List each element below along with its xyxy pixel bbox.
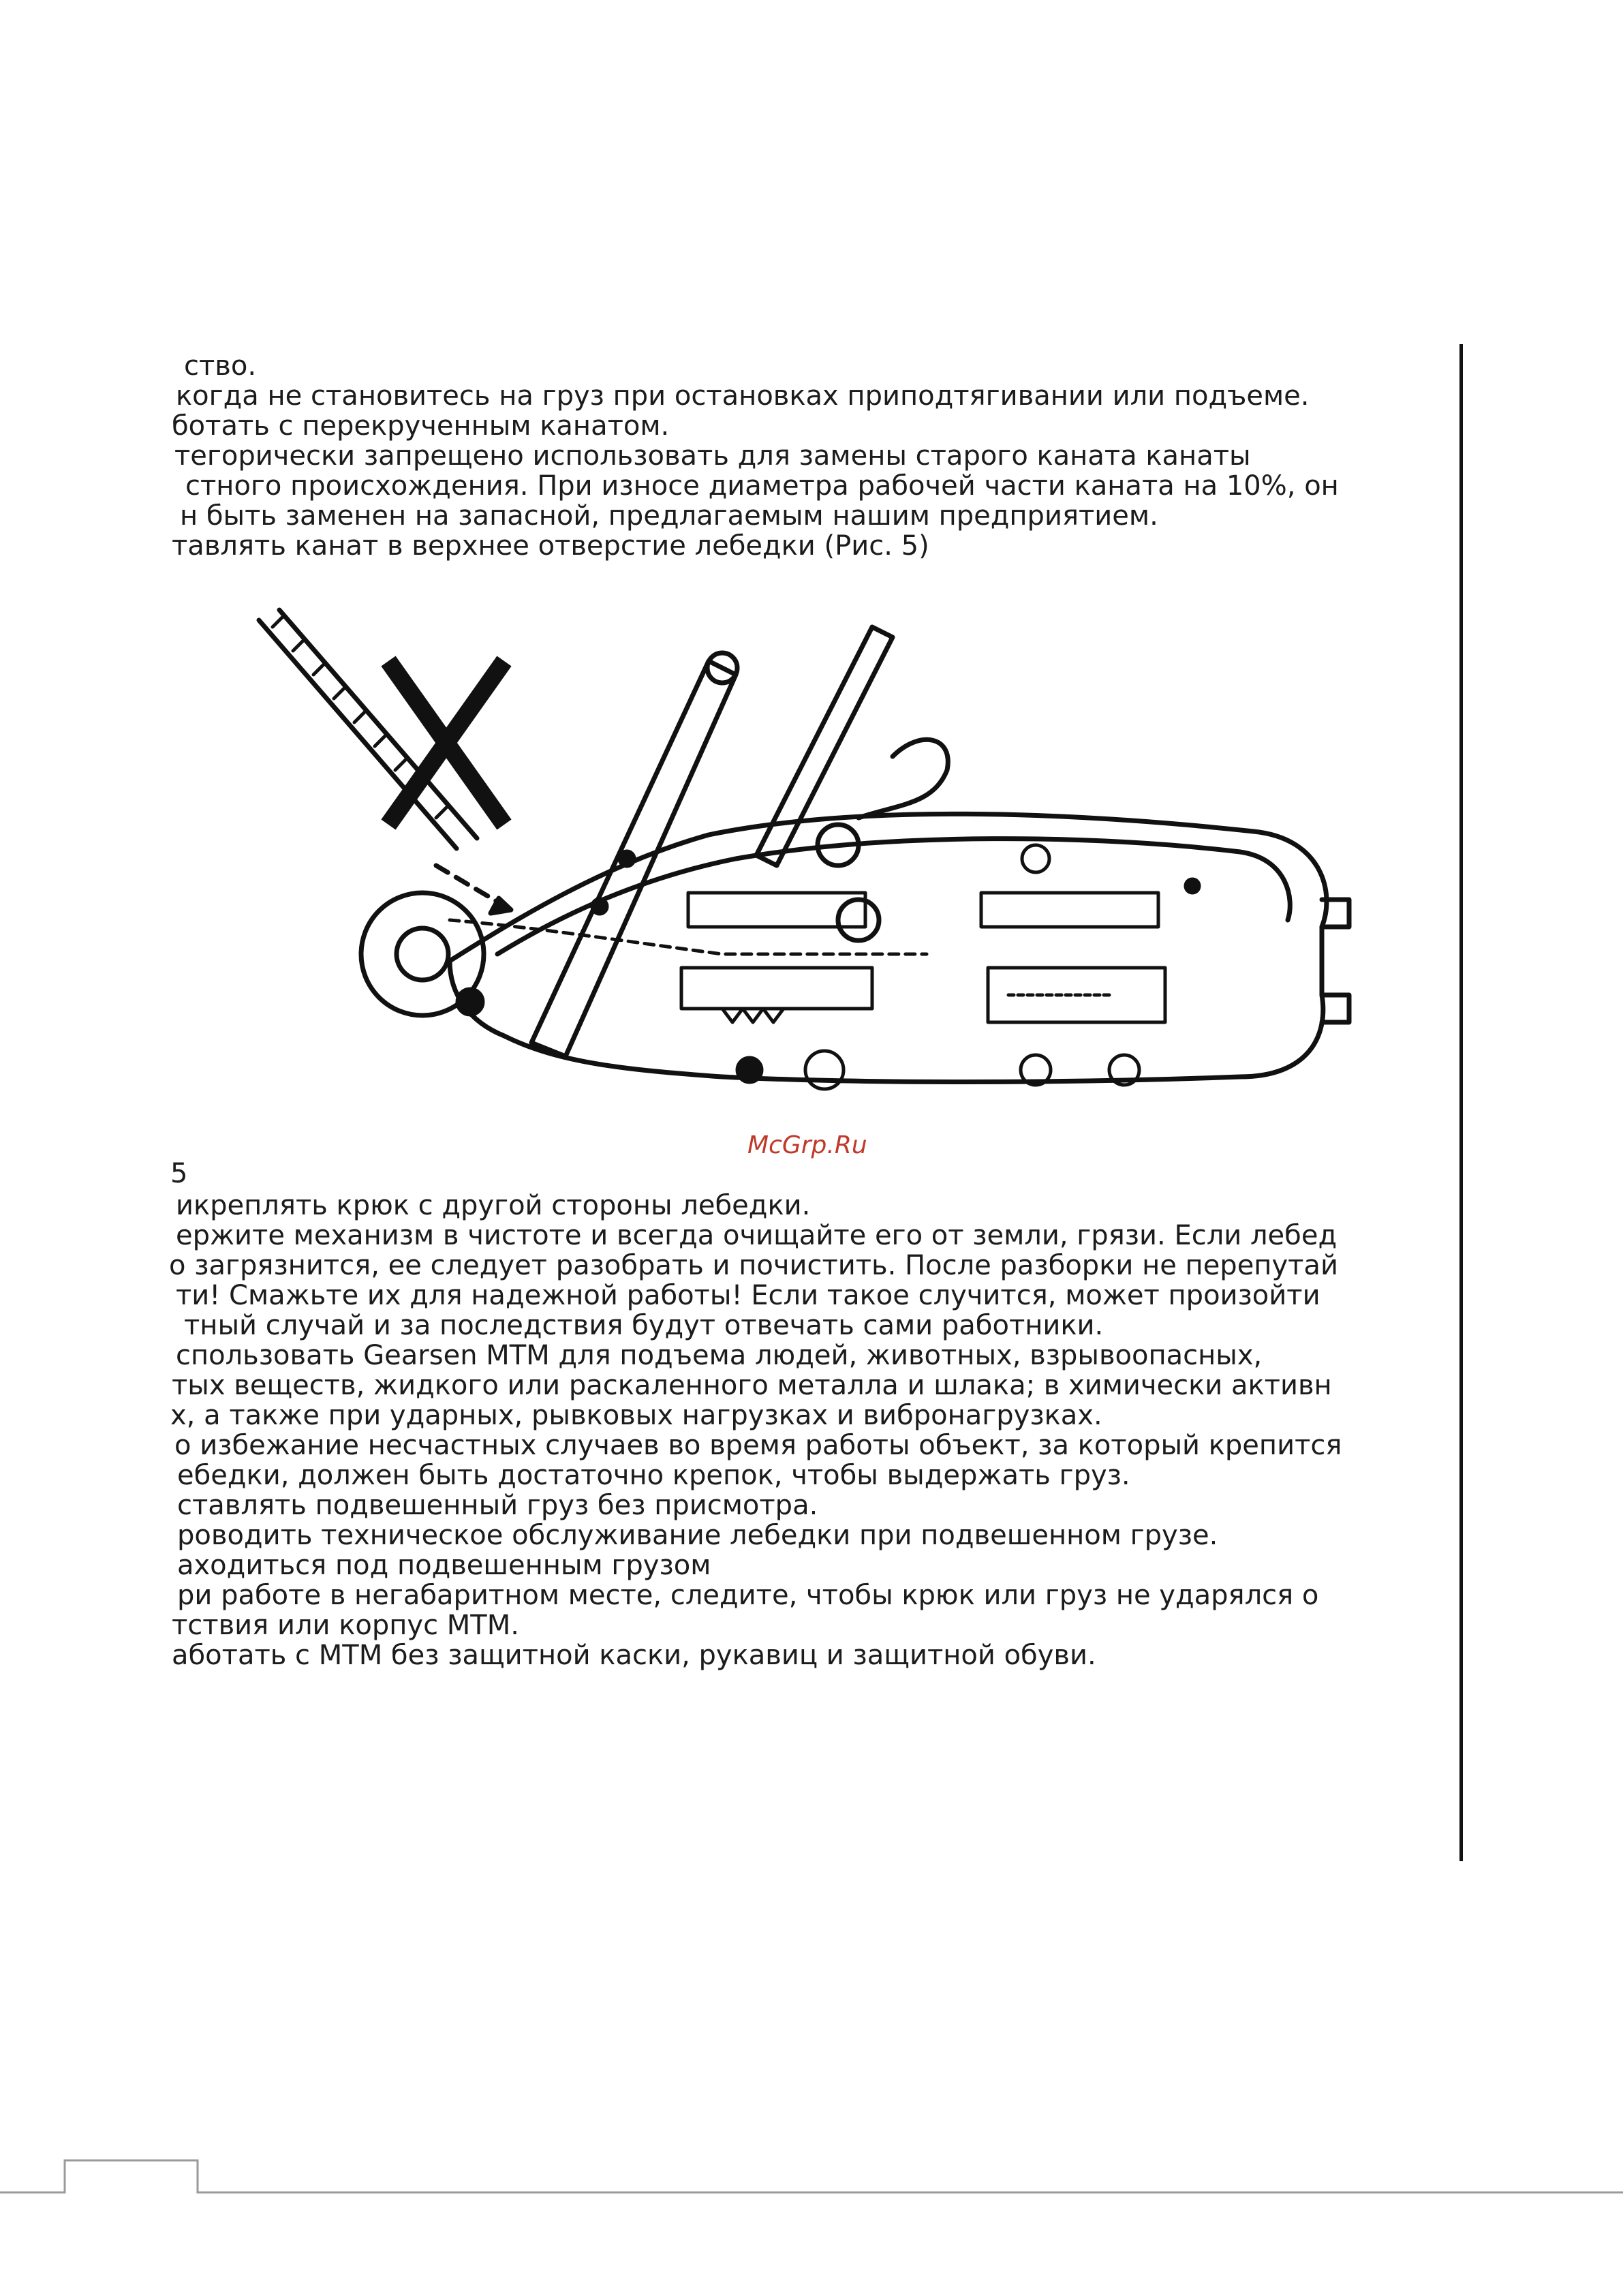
- text-line: стного происхождения. При износе диаметра рабочей части каната на 10%, он: [185, 470, 1339, 502]
- text-line: аходиться под подвешенным грузом: [177, 1550, 711, 1581]
- text-line: ти! Смажьте их для надежной работы! Если такое случится, может произойти: [176, 1280, 1320, 1311]
- watermark: McGrp.Ru: [747, 1131, 867, 1159]
- text-line: тавлять канат в верхнее отверстие лебедки (Рис. 5): [172, 530, 929, 562]
- text-line: тегорически запрещено использовать для замены старого каната канаты: [174, 440, 1251, 472]
- clamp-right: [981, 845, 1199, 1085]
- clamp-left: [681, 893, 872, 1089]
- footer-tab-rule: [0, 2154, 1623, 2194]
- right-margin-rule: [1459, 344, 1463, 1861]
- text-line: икреплять крюк с другой стороны лебедки.: [176, 1190, 811, 1221]
- text-line: спользовать Gearsen MTM для подъема людей, животных, взрывоопасных,: [176, 1340, 1263, 1371]
- winch-figure: [245, 600, 1363, 1159]
- figure-number: 5: [170, 1158, 188, 1189]
- lever-left: [531, 653, 737, 1056]
- text-line: х, а также при ударных, рывковых нагрузках и вибронагрузках.: [170, 1400, 1102, 1431]
- text-line: ство.: [184, 350, 257, 382]
- text-line: тых веществ, жидкого или раскаленного металла и шлака; в химически активн: [172, 1370, 1332, 1401]
- pin-icon: [458, 990, 482, 1014]
- text-line: ри работе в негабаритном месте, следите, чтобы крюк или груз не ударялся о: [177, 1580, 1319, 1611]
- text-line: о загрязнится, ее следует разобрать и почистить. После разборки не перепутай: [169, 1250, 1338, 1281]
- text-line: когда не становитесь на груз при остановках приподтягивании или подъеме.: [176, 380, 1310, 412]
- text-line: о избежание несчастных случаев во время работы объект, за который крепится: [174, 1430, 1342, 1461]
- text-line: роводить техническое обслуживание лебедки при подвешенном грузе.: [177, 1520, 1218, 1551]
- text-line: н быть заменен на запасной, предлагаемым нашим предприятием.: [180, 500, 1158, 532]
- text-line: ержите механизм в чистоте и всегда очищайте его от земли, грязи. Если лебед: [176, 1220, 1338, 1251]
- text-line: тный случай и за последствия будут отвечать сами работники.: [184, 1310, 1104, 1341]
- text-line: тствия или корпус MTM.: [172, 1610, 519, 1641]
- text-line: ебедки, должен быть достаточно крепок, чтобы выдержать груз.: [177, 1460, 1130, 1491]
- twisted-rope-icon: [259, 610, 511, 913]
- text-line: ставлять подвешенный груз без присмотра.: [177, 1490, 818, 1521]
- text-line: ботать с перекрученным канатом.: [172, 410, 670, 442]
- text-line: аботать с MTM без защитной каски, рукавиц и защитной обуви.: [172, 1640, 1096, 1671]
